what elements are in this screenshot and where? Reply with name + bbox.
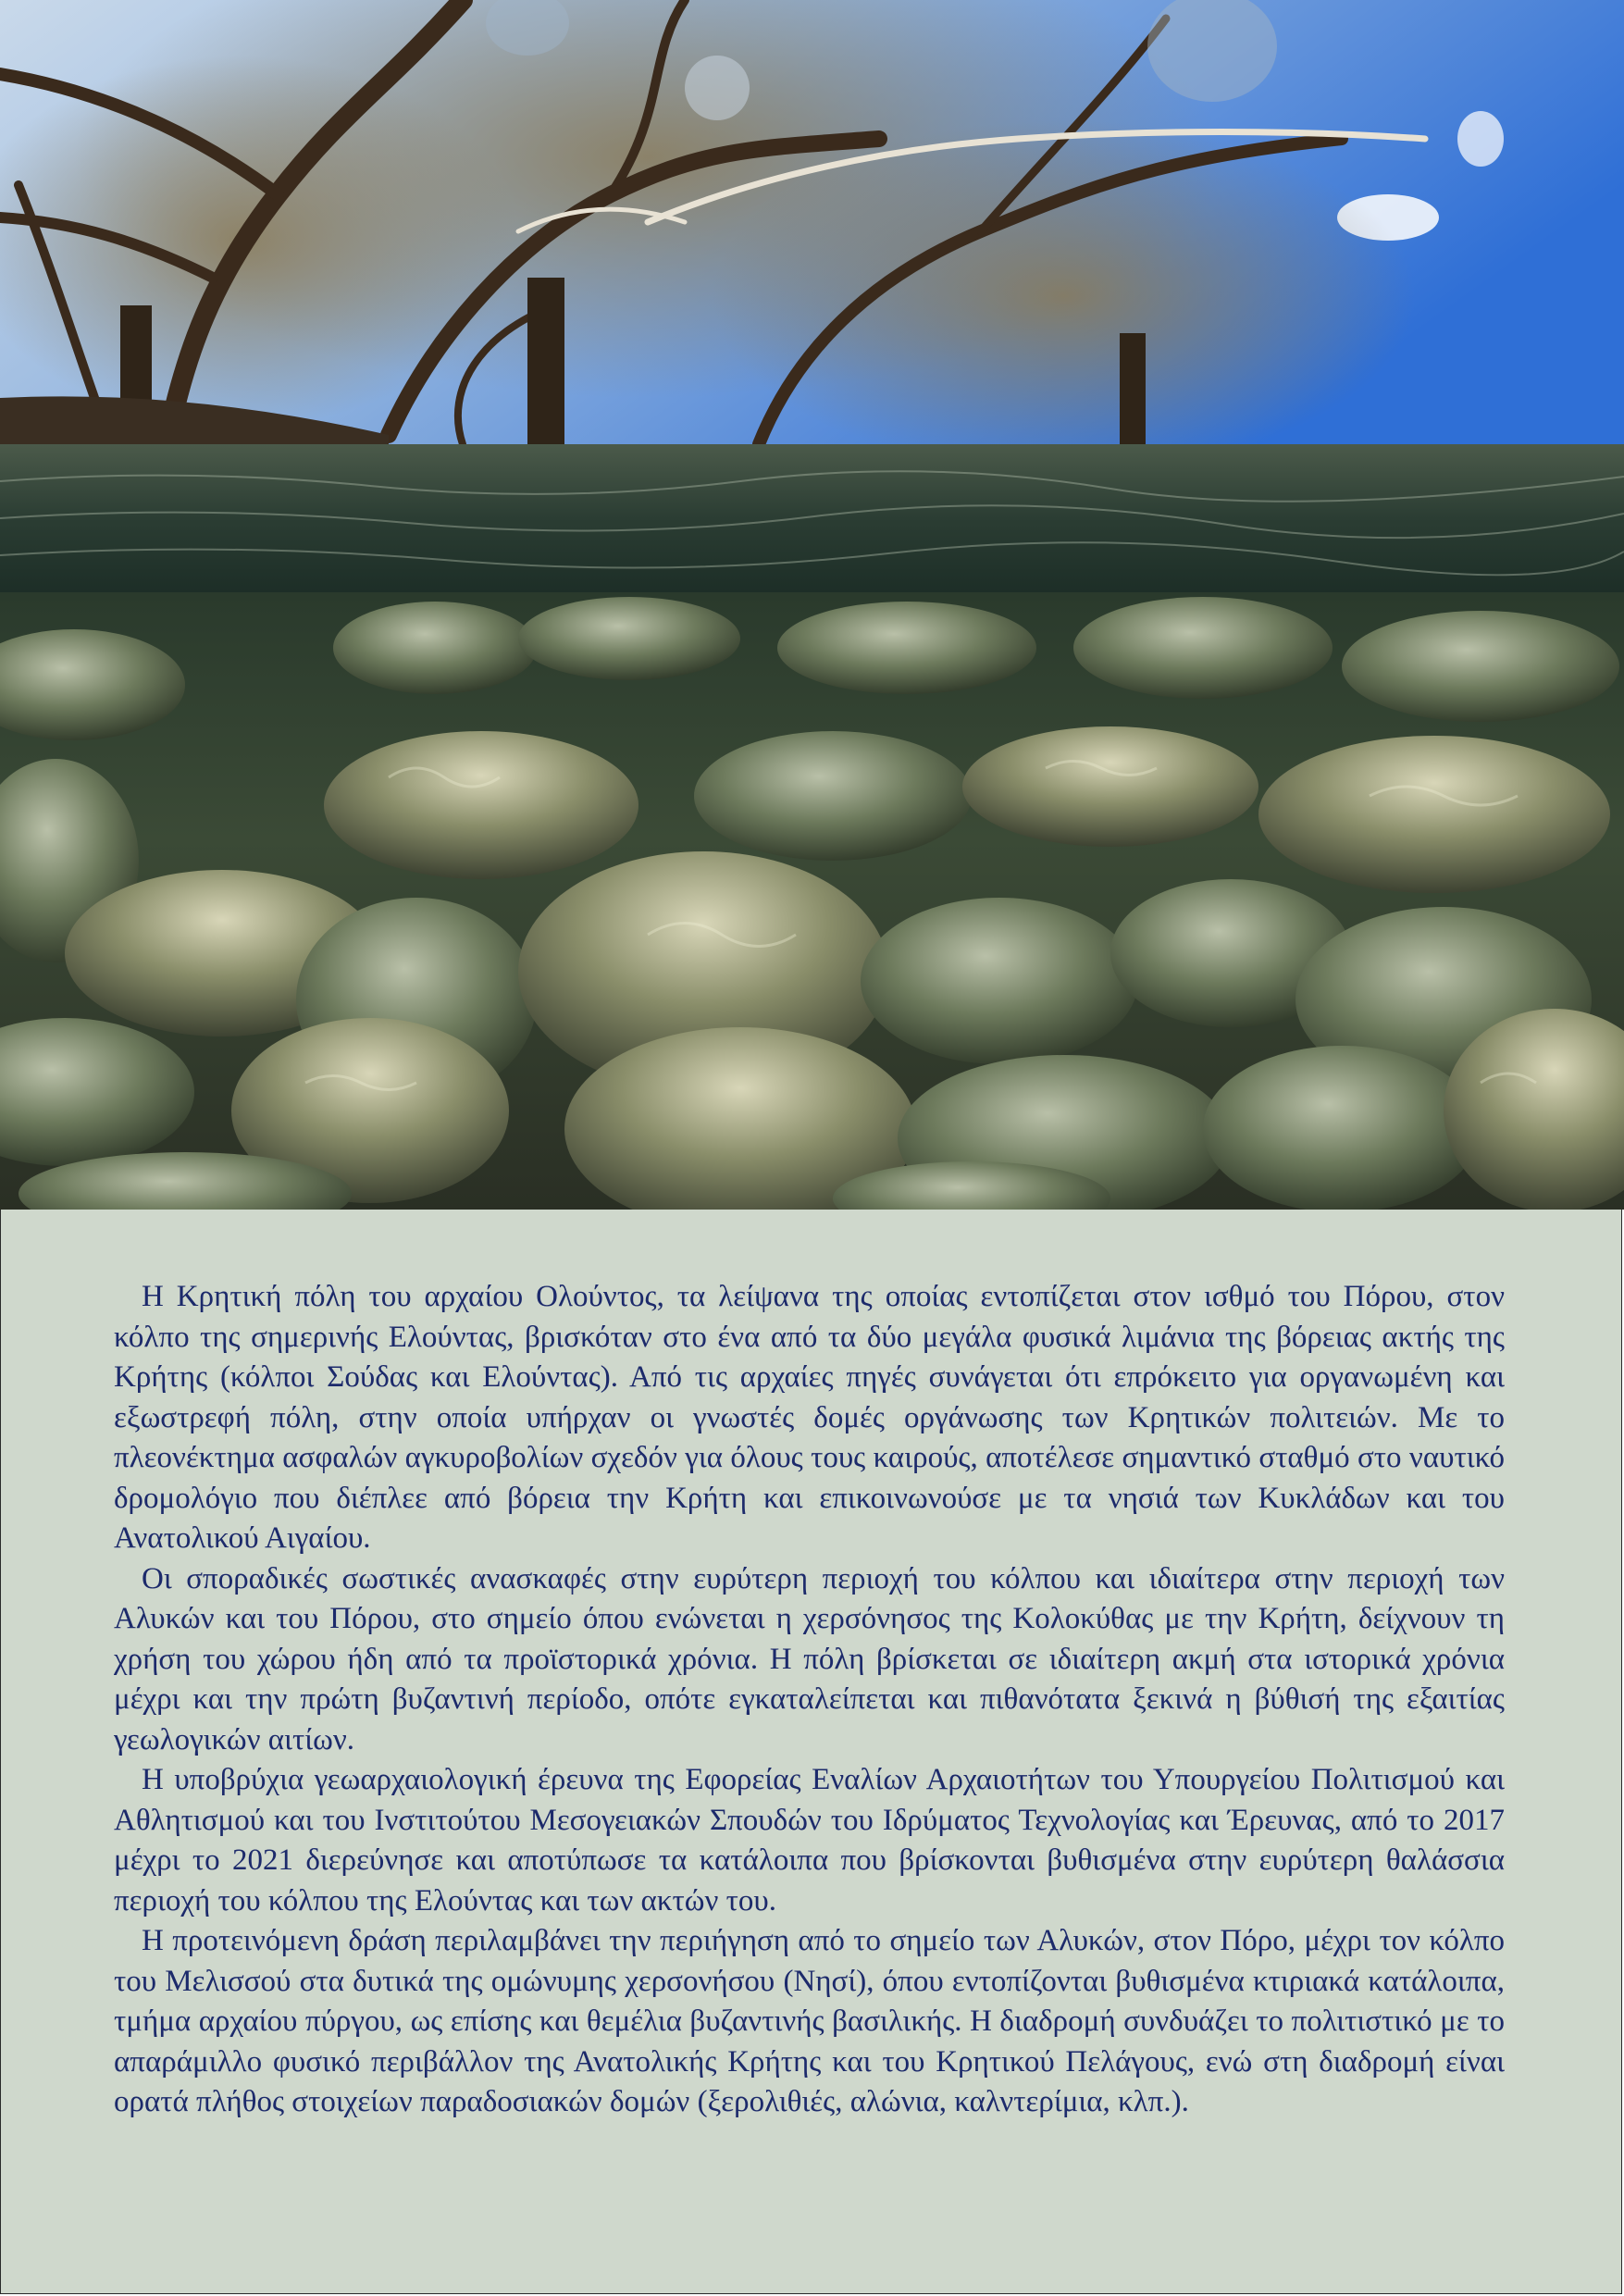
paragraph: Η Κρητική πόλη του αρχαίου Ολούντος, τα λείψανα της οποίας εντοπίζεται στον ισθμό του Πόρου, στον κόλπο της σημερινής Ελούντας, βρισκόταν στο ένα από τα δύο μεγάλα φυσικά λιμάνια της βόρειας ακτής της Κρήτης (κόλποι Σούδας και Ελούντας). Από τις αρχαίες πηγές συνάγεται ότι επρόκειτο για οργανωμένη και εξωστρεφή πόλη, στην οποία υπήρχαν οι γνωστές δομές οργάνωσης των Κρητικών πολιτειών. Με το πλεονέκτημα ασφαλών αγκυροβολίων σχεδόν για όλους τους καιρούς, αποτέλεσε σημαντικό σταθμό στο ναυτικό δρομολόγιο που διέπλεε από βόρεια την Κρήτη και επικοινωνούσε με τα νησιά των Κυκλάδων και του Ανατολικού Αιγαίου.	[114, 1280, 1505, 1555]
text-panel	[0, 1210, 1622, 2294]
article-body	[114, 1277, 1505, 2123]
paragraph: Η προτεινόμενη δράση περιλαμβάνει την περιήγηση από το σημείο των Αλυκών, στον Πόρο, μέχρι τον κόλπο του Μελισσού στα δυτικά της ομώνυμης χερσονήσου (Νησί), όπου εντοπίζονται βυθισμένα κτιριακά κατάλοιπα, τμήμα αρχαίου πύργου, ως επίσης και θεμέλια βυζαντινής βασιλικής. Η διαδρομή συνδυάζει το πολιτιστικό με το απαράμιλλο φυσικό περιβάλλον της Ανατολικής Κρήτης και του Κρητικού Πελάγους, ενώ στη διαδρομή είναι ορατά πλήθος στοιχείων παραδοσιακών δομών (ξερολιθιές, αλώνια, καλντερίμια, κλπ.).	[114, 1924, 1505, 2118]
paragraph: Οι σποραδικές σωστικές ανασκαφές στην ευρύτερη περιοχή του κόλπου και ιδιαίτερα στην περιοχή των Αλυκών και του Πόρου, στο σημείο όπου ενώνεται η χερσόνησος της Κολοκύθας με την Κρήτη, δείχνουν τη χρήση του χώρου ήδη από τα προϊστορικά χρόνια. Η πόλη βρίσκεται σε ιδιαίτερη ακμή στα ιστορικά χρόνια μέχρι και την πρώτη βυζαντινή περίοδο, οπότε εγκαταλείπεται και πιθανότατα ξεκινά η βύθισή της εξαιτίας γεωλογικών αιτίων.	[114, 1561, 1505, 1756]
paragraph: Η υποβρύχια γεωαρχαιολογική έρευνα της Εφορείας Εναλίων Αρχαιοτήτων του Υπουργείου Πολιτισμού και Αθλητισμού και του Ινστιτούτου Μεσογειακών Σπουδών του Ιδρύματος Τεχνολογίας και Έρευνας, από το 2017 μέχρι το 2021 διερεύνησε και αποτύπωσε τα κατάλοιπα που βρίσκονται βυθισμένα στην ευρύτερη θαλάσσια περιοχή του κόλπου της Ελούντας και των ακτών του.	[114, 1763, 1505, 1917]
